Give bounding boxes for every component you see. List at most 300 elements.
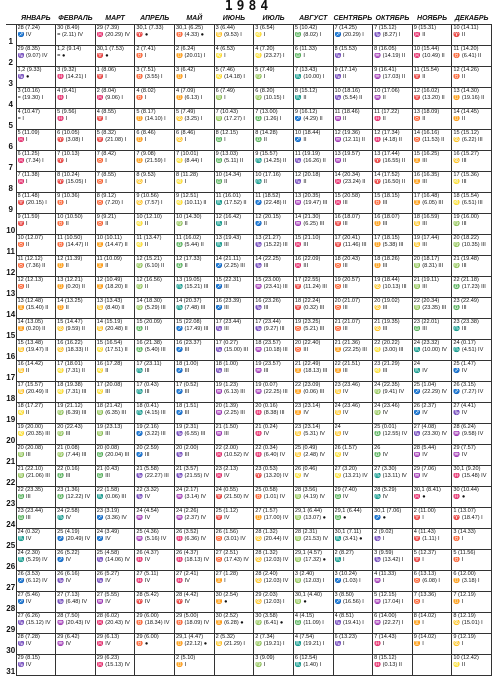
lunar-day-cell <box>16 529 56 550</box>
lunar-day-time: 26 (4.37) <box>136 550 159 556</box>
zodiac-phase: ♐ (20.29) I <box>334 31 364 38</box>
lunar-day-cell <box>293 403 333 424</box>
lunar-day-cell <box>333 655 373 676</box>
lunar-day-cell <box>293 361 333 382</box>
lunar-day-cell <box>56 193 96 214</box>
lunar-day-time: 3 (7.51) <box>136 67 156 73</box>
zodiac-phase: ♎ (1.26) I <box>255 115 282 122</box>
lunar-day-cell <box>254 508 294 529</box>
zodiac-phase: ♌ (23.27) I <box>255 52 285 59</box>
lunar-day-time: 14 (16.16) <box>413 130 440 136</box>
lunar-day-cell <box>175 592 215 613</box>
zodiac-phase: ♉ (3.55) I <box>136 73 163 80</box>
lunar-day-time: 13 (21.27) <box>255 235 281 241</box>
lunar-day-time: 4 (7.09) <box>176 88 196 94</box>
year-title: 1984 <box>224 0 273 14</box>
lunar-day-time: 26 (6.16) <box>57 571 80 577</box>
zodiac-phase: ♐ (6.12) IV <box>17 577 48 584</box>
lunar-day-cell <box>293 319 333 340</box>
lunar-day-time: 15 (14.47) <box>57 319 83 325</box>
lunar-day-cell <box>214 361 254 382</box>
lunar-day-time: 24 (4.54) <box>136 508 159 514</box>
lunar-day-cell <box>56 466 96 487</box>
lunar-day-cell <box>373 235 413 256</box>
lunar-day-time: 20 (0.08) <box>96 445 120 451</box>
lunar-day-time: 16 (18.07) <box>374 214 400 220</box>
lunar-day-cell <box>95 319 135 340</box>
lunar-day-time: 25 (1.47) <box>453 361 476 367</box>
lunar-day-time: 22 (0.34) <box>255 445 278 451</box>
lunar-day-cell <box>452 193 492 214</box>
lunar-day-cell <box>293 277 333 298</box>
zodiac-phase: ♊ (21.59) I <box>136 157 166 164</box>
day-row <box>6 235 492 256</box>
lunar-day-time: 21 (21.07) <box>334 319 360 325</box>
lunar-day-time: 6 (11.25) <box>17 151 40 157</box>
lunar-day-cell <box>214 340 254 361</box>
lunar-day-cell <box>373 172 413 193</box>
lunar-day-cell <box>412 151 452 172</box>
zodiac-phase: ♈ I <box>57 157 68 164</box>
zodiac-phase: ♌ I <box>255 31 266 38</box>
lunar-day-time: 19 (20.00) <box>17 424 43 430</box>
lunar-day-cell <box>452 403 492 424</box>
lunar-day-cell <box>95 613 135 634</box>
zodiac-phase: ♏ (3.41) ● <box>334 535 363 542</box>
zodiac-phase: ♋ (12.03) IV <box>255 577 289 584</box>
day-number: 6 <box>6 130 16 151</box>
lunar-day-cell <box>214 130 254 151</box>
lunar-day-time: 24 (23.32) <box>413 340 440 346</box>
month-header-row <box>6 12 492 25</box>
zodiac-phase: ♍ I <box>215 94 226 101</box>
zodiac-phase: ♋ (15.01) I <box>453 619 483 626</box>
lunar-day-cell <box>254 550 294 571</box>
zodiac-phase: ♏ (17.52) II <box>215 199 247 206</box>
lunar-day-time: 6 (8.46) <box>176 130 196 136</box>
lunar-day-cell <box>254 214 294 235</box>
lunar-day-time: 19 (23.13) <box>96 424 123 430</box>
lunar-day-time: 15 (18.15) <box>374 193 400 199</box>
zodiac-phase: ♓ I <box>17 178 28 185</box>
lunar-day-time: 4 (11.43) <box>413 529 436 535</box>
zodiac-phase: ♊ (3.18) I <box>453 577 480 584</box>
lunar-day-cell <box>56 382 96 403</box>
zodiac-phase: ♓ (8.38) III <box>255 409 285 416</box>
lunar-day-time: 5 (7.49) <box>255 67 275 73</box>
lunar-day-cell <box>95 592 135 613</box>
lunar-day-time: 29 (2.03) <box>255 592 278 598</box>
zodiac-phase: ♎ II <box>215 178 228 185</box>
lunar-day-time: 22 (23.09) <box>294 382 321 388</box>
zodiac-phase: ♒ (2.37) IV <box>176 514 206 521</box>
zodiac-phase: ♋ (12.03) I <box>255 598 285 605</box>
zodiac-phase: ♈ I <box>96 115 107 122</box>
lunar-day-time: 9 (16.41) <box>374 67 397 73</box>
lunar-day-cell <box>254 277 294 298</box>
zodiac-phase: ♉ I <box>96 178 107 185</box>
lunar-day-time: 11 (17.22) <box>374 109 400 115</box>
zodiac-phase: ♍ III <box>453 220 467 227</box>
lunar-day-cell <box>95 445 135 466</box>
zodiac-phase: ♈ (3.08) I <box>57 136 84 143</box>
zodiac-phase: ♑ III <box>215 325 229 332</box>
lunar-day-cell <box>333 634 373 655</box>
lunar-day-time: 13 (17.44) <box>374 151 400 157</box>
lunar-day-time: 23 (3.19) <box>96 508 120 514</box>
lunar-day-time: 19 (0.07) <box>255 382 278 388</box>
zodiac-phase: ♊ III <box>374 220 388 227</box>
lunar-day-cell <box>214 172 254 193</box>
lunar-day-time: 19 (17.44) <box>413 235 440 241</box>
lunar-day-time: 24 (0.17) <box>453 340 476 346</box>
zodiac-phase: ♐ (2.25) III <box>215 262 245 269</box>
zodiac-phase: ♐ (3.22) III <box>136 430 166 437</box>
day-number: 24 <box>6 508 16 529</box>
lunar-day-time: 13 (12.21) <box>57 277 83 283</box>
lunar-day-cell <box>254 529 294 550</box>
day-row <box>6 151 492 172</box>
day-number: 15 <box>6 319 16 340</box>
zodiac-phase: ♎ IV <box>374 451 388 458</box>
zodiac-phase: ♒ IV <box>136 514 151 521</box>
lunar-day-time: 7 (9.08) <box>136 151 156 157</box>
lunar-day-time: 29,1 (4.47) <box>176 634 204 640</box>
lunar-day-time: 24 (3.49) <box>96 529 120 535</box>
lunar-day-cell <box>16 88 56 109</box>
lunar-day-time: 26 (1.57) <box>334 445 357 451</box>
lunar-day-time: 17 (23.11) <box>136 361 162 367</box>
lunar-day-cell <box>254 613 294 634</box>
lunar-day-time: 3 (14.33) <box>453 529 476 535</box>
zodiac-phase: ♌ (17.51) II <box>96 346 128 353</box>
lunar-day-time: 13 (13.43) <box>96 298 123 304</box>
lunar-day-cell <box>175 340 215 361</box>
zodiac-phase: ♊ (19.16) II <box>453 94 485 101</box>
lunar-day-cell <box>214 403 254 424</box>
lunar-day-time: 10 (17.16) <box>255 172 281 178</box>
day-number: 20 <box>6 424 16 445</box>
zodiac-phase: ♒ (12.11) II <box>334 136 365 143</box>
zodiac-phase: ♉ I <box>413 598 424 605</box>
lunar-day-cell <box>16 214 56 235</box>
zodiac-phase: ♑ I <box>334 52 345 59</box>
lunar-day-cell <box>254 361 294 382</box>
lunar-day-cell <box>373 571 413 592</box>
lunar-day-time: 18 (20.43) <box>334 256 360 262</box>
lunar-day-cell <box>135 361 175 382</box>
zodiac-phase: ♊ III <box>413 178 427 185</box>
lunar-day-cell <box>333 172 373 193</box>
lunar-day-time: 27 (1.28) <box>215 571 239 577</box>
zodiac-phase: ♒ (6.25) III <box>294 220 325 227</box>
zodiac-phase: ♍ I <box>255 73 266 80</box>
lunar-day-cell <box>95 25 135 46</box>
lunar-day-time: 7 (13.36) <box>413 592 437 598</box>
lunar-day-time: 8 (14.02) <box>413 613 437 619</box>
lunar-day-cell <box>293 550 333 571</box>
lunar-day-time: 29 (8.35) <box>17 46 40 52</box>
lunar-day-time: 4 (8.02) <box>136 88 156 94</box>
month-header: ФЕВРАЛЬ <box>56 12 96 25</box>
lunar-day-time: 3 (8.50) <box>334 592 354 598</box>
zodiac-phase: ♓ I <box>57 115 68 122</box>
lunar-day-cell <box>175 634 215 655</box>
lunar-day-time: 27 (3.20) <box>334 466 357 472</box>
zodiac-phase: ♊ (15.40) II <box>17 304 49 311</box>
zodiac-phase: ♌ II <box>453 661 466 668</box>
lunar-day-cell <box>293 151 333 172</box>
lunar-day-time: 23 (22.01) <box>413 319 440 325</box>
lunar-day-time: 5 (12.37) <box>413 550 437 556</box>
zodiac-phase: ♍ III <box>17 451 31 458</box>
lunar-day-cell <box>175 361 215 382</box>
lunar-day-time: 4 (8.51) <box>334 613 354 619</box>
lunar-day-time: 10 (14.11) <box>453 25 479 31</box>
lunar-day-cell <box>373 277 413 298</box>
lunar-day-time: 14 (15.19) <box>96 319 123 325</box>
lunar-day-cell <box>412 277 452 298</box>
lunar-day-time: 1,2 (9.33) <box>17 67 42 73</box>
lunar-day-cell <box>214 214 254 235</box>
zodiac-phase: ♍ (13.07) ● <box>294 514 327 521</box>
lunar-day-cell <box>293 88 333 109</box>
zodiac-phase: ♎ I <box>294 52 305 59</box>
zodiac-phase: ♉ I <box>136 94 147 101</box>
day-row <box>6 424 492 445</box>
zodiac-phase: ♉ (7.36) II <box>17 262 46 269</box>
lunar-day-cell <box>293 130 333 151</box>
lunar-day-time: 9 (12.51) <box>176 193 199 199</box>
lunar-day-time: 30,1 (7.06) <box>374 508 402 514</box>
zodiac-phase: ♑ (15.12) IV <box>17 619 51 626</box>
lunar-day-cell <box>254 403 294 424</box>
zodiac-phase: ♐ III <box>215 283 229 290</box>
lunar-day-cell <box>135 235 175 256</box>
lunar-day-cell <box>333 487 373 508</box>
lunar-day-cell <box>175 487 215 508</box>
zodiac-phase: ♍ (21.06) III <box>17 472 50 479</box>
lunar-day-cell <box>95 298 135 319</box>
zodiac-phase: ♋ (3.25) I <box>176 115 203 122</box>
lunar-day-time: 10 (10.11) <box>96 235 122 241</box>
day-row <box>6 319 492 340</box>
lunar-day-time: 16 (17.28) <box>96 361 123 367</box>
zodiac-phase: ♋ (5.31) IV <box>294 430 325 437</box>
zodiac-phase: ♈ (16.55) II <box>374 157 406 164</box>
lunar-day-time: 5 (8.17) <box>136 109 156 115</box>
lunar-day-time: 10 (10.50) <box>57 214 83 220</box>
lunar-day-cell <box>175 256 215 277</box>
lunar-day-time: 15 (20.58) <box>334 193 360 199</box>
lunar-day-time: 29 (8.15) <box>17 655 40 661</box>
lunar-day-cell <box>56 277 96 298</box>
lunar-day-cell <box>333 151 373 172</box>
lunar-day-cell <box>333 193 373 214</box>
lunar-day-time: 30 (8.49) <box>57 25 80 31</box>
lunar-day-cell <box>16 550 56 571</box>
lunar-day-time: 11 (12.12) <box>17 256 43 262</box>
lunar-day-time: 21 (19.11) <box>413 277 439 283</box>
lunar-day-time: 2 (5.32) <box>215 634 235 640</box>
lunar-day-cell <box>293 235 333 256</box>
lunar-day-time: 15 (20.09) <box>136 319 162 325</box>
lunar-day-time: 23 (2.13) <box>215 466 239 472</box>
lunar-day-cell <box>16 172 56 193</box>
lunar-day-time: 8 (15.12) <box>294 88 318 94</box>
lunar-day-time: 26 (0.46) <box>294 466 318 472</box>
lunar-day-time: 19 (2.16) <box>136 424 159 430</box>
lunar-day-time: 30,1 (8.41) <box>413 487 441 493</box>
zodiac-phase: ♍ (10.35) III <box>453 241 486 248</box>
lunar-day-cell <box>373 340 413 361</box>
lunar-day-cell <box>452 277 492 298</box>
zodiac-phase: ♈ ● <box>96 52 109 59</box>
day-number: 8 <box>6 172 16 193</box>
lunar-day-cell <box>214 529 254 550</box>
lunar-day-time: 20 (20.08) <box>17 445 43 451</box>
lunar-day-time: 12 (11.39) <box>57 256 83 262</box>
zodiac-phase: ♏ (15.21) III <box>176 283 209 290</box>
lunar-day-time: 28 (6.24) <box>453 424 476 430</box>
zodiac-phase: = (2.11) IV <box>57 31 83 38</box>
lunar-day-time: 17 (23.44) <box>255 319 281 325</box>
lunar-day-time: 29 (6.13) <box>96 634 120 640</box>
day-number: 13 <box>6 277 16 298</box>
lunar-day-cell <box>135 151 175 172</box>
lunar-day-time: 12 (17.34) <box>374 130 400 136</box>
zodiac-phase: ♏ (10.00) IV <box>413 346 447 353</box>
lunar-day-cell <box>373 256 413 277</box>
zodiac-phase: ♑ II <box>334 73 347 80</box>
lunar-day-time: 24 (2.26) <box>176 508 199 514</box>
zodiac-phase: ♍ II <box>176 220 188 227</box>
lunar-day-time: 17 (15.36) <box>453 172 479 178</box>
lunar-day-cell <box>452 25 492 46</box>
lunar-day-cell <box>254 340 294 361</box>
lunar-day-time: 18 (16.59) <box>413 214 440 220</box>
lunar-day-time: 19 (2.31) <box>176 424 199 430</box>
lunar-day-time: 30,1 (6.25) <box>176 25 204 31</box>
lunar-day-time: 10 (18.44) <box>294 130 321 136</box>
lunar-day-time: 28 (5.29) <box>374 487 397 493</box>
lunar-day-time: 7 (13.00) <box>255 109 278 115</box>
lunar-day-cell <box>333 130 373 151</box>
lunar-day-time: 14 (21.11) <box>215 256 241 262</box>
lunar-day-cell <box>333 424 373 445</box>
zodiac-phase: ♌ (8.44) I <box>176 157 203 164</box>
zodiac-phase: ♉ (14.47) II <box>57 241 89 248</box>
zodiac-phase: ♉ (1.01) IV <box>255 493 286 500</box>
zodiac-phase: ♋ I <box>453 640 464 647</box>
lunar-day-cell <box>16 235 56 256</box>
lunar-day-cell <box>254 445 294 466</box>
day-row <box>6 256 492 277</box>
lunar-day-cell <box>175 424 215 445</box>
lunar-day-time: 19 (21.12) <box>57 403 83 409</box>
lunar-day-time: 2 (11.00) <box>413 508 436 514</box>
lunar-day-cell <box>412 613 452 634</box>
lunar-day-time: 19 (1.23) <box>215 382 239 388</box>
zodiac-phase: ♌ II <box>136 220 149 227</box>
zodiac-phase: ♊ (6.28) ● <box>215 619 244 626</box>
zodiac-phase: ♒ III <box>215 430 229 437</box>
lunar-day-time: 27 (5.11) <box>136 571 159 577</box>
lunar-day-time: 6 (7.49) <box>215 88 235 94</box>
lunar-day-time: 15 (22.08) <box>176 319 202 325</box>
lunar-day-cell <box>412 67 452 88</box>
lunar-day-cell <box>214 319 254 340</box>
zodiac-phase: ♍ (6.10) II <box>136 262 165 269</box>
zodiac-phase: ♓ III <box>294 262 309 269</box>
lunar-day-time: 2 (6.24) <box>176 46 196 52</box>
zodiac-phase: ♈ ● <box>136 31 149 38</box>
zodiac-phase: ♋ (20.49) II <box>17 388 49 395</box>
lunar-day-cell <box>214 550 254 571</box>
lunar-day-time: 6 (14.00) <box>374 613 397 619</box>
zodiac-phase: ♍ IV <box>374 409 388 416</box>
lunar-day-cell <box>175 508 215 529</box>
lunar-day-time: 21 (19.35) <box>374 319 400 325</box>
lunar-day-time: 4 (7.54) <box>294 634 315 640</box>
zodiac-phase: ♈ I <box>17 220 28 227</box>
lunar-day-time: 25 (4.19) <box>57 529 80 535</box>
lunar-day-time: 12 (12.13) <box>17 277 43 283</box>
zodiac-phase: ♋ (9.59) II <box>57 325 85 332</box>
lunar-day-time: 16 (14.42) <box>17 361 43 367</box>
lunar-day-time: 20 (2.59) <box>136 445 159 451</box>
day-row <box>6 403 492 424</box>
zodiac-phase: ♉ III <box>334 304 348 311</box>
corner-header <box>6 12 16 25</box>
day-number: 10 <box>6 214 16 235</box>
lunar-day-cell <box>214 634 254 655</box>
lunar-day-time: 22 (1.58) <box>96 487 120 493</box>
lunar-day-time: 11 (10.09) <box>96 256 122 262</box>
lunar-day-time: 26 (2.37) <box>413 403 437 409</box>
lunar-day-cell <box>412 361 452 382</box>
lunar-day-time: 20 (22.43) <box>57 424 83 430</box>
lunar-day-time: 28 (7.28) <box>17 634 40 640</box>
day-number: 3 <box>6 67 16 88</box>
zodiac-phase: ♋ (6.22) III <box>453 136 483 143</box>
zodiac-phase: ♒ (2.25) III <box>215 409 245 416</box>
lunar-day-cell <box>373 67 413 88</box>
lunar-day-time: 11 (10.50) <box>57 235 83 241</box>
lunar-day-time: 4 (9.41) <box>57 88 77 94</box>
lunar-day-time: 22 (20.22) <box>374 340 400 346</box>
lunar-day-cell <box>16 277 56 298</box>
lunar-day-time: 6 (12.00) <box>453 571 476 577</box>
zodiac-phase: ♉ III <box>334 262 348 269</box>
lunar-day-cell <box>214 445 254 466</box>
lunar-day-time: 25 (0.49) <box>294 445 318 451</box>
lunar-day-cell <box>412 424 452 445</box>
zodiac-phase: ♓ IV <box>215 472 230 479</box>
lunar-day-cell <box>16 25 56 46</box>
zodiac-phase: ♋ (20.44) IV <box>255 535 289 542</box>
lunar-day-time: 22 (20.34) <box>413 298 440 304</box>
lunar-day-cell <box>16 298 56 319</box>
month-header: НОЯБРЬ <box>412 12 452 25</box>
zodiac-phase: ♏ (0.06) III <box>96 493 127 500</box>
lunar-day-time: 10 (17.06) <box>374 88 400 94</box>
lunar-day-cell <box>135 25 175 46</box>
lunar-day-cell <box>135 445 175 466</box>
lunar-day-cell <box>452 361 492 382</box>
lunar-day-time: 27 (4.08) <box>413 424 437 430</box>
zodiac-phase: ♐ (7.27) IV <box>453 388 484 395</box>
